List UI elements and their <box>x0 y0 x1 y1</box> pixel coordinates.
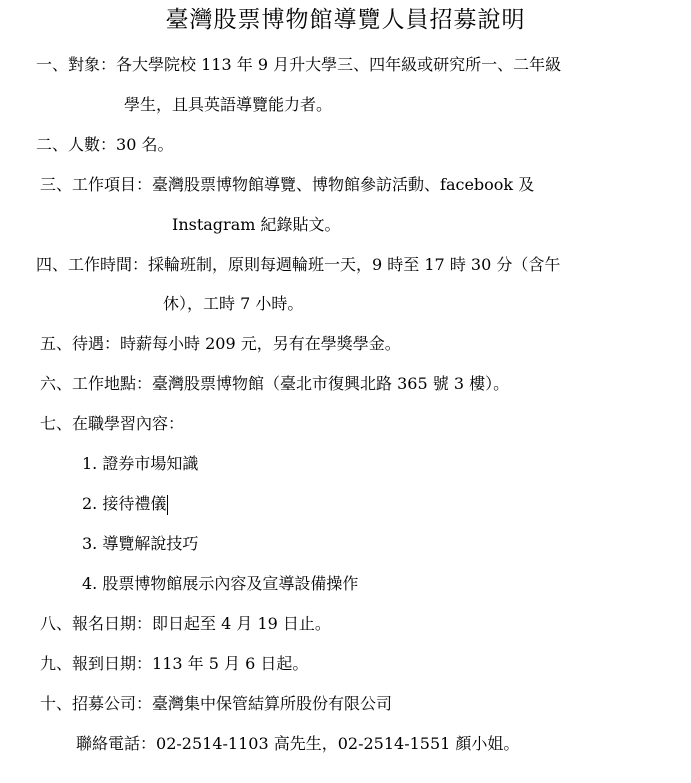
item-target-label: 一、對象： <box>36 55 117 74</box>
page-title: 臺灣股票博物館導覽人員招募說明 <box>165 7 526 33</box>
item-contact-value: 02-2514-1103 高先生，02-2514-1551 顏小姐。 <box>156 734 520 753</box>
item-hours-line1: 採輪班制，原則每週輪班一天，9 時至 17 時 30 分（含午 <box>148 255 561 274</box>
item-start-label: 九、報到日期： <box>40 654 153 673</box>
item-headcount-label: 二、人數： <box>36 135 117 154</box>
item-duties-line2: Instagram 紀錄貼文。 <box>172 215 341 234</box>
item-hours-line2: 休），工時 7 小時。 <box>163 294 304 313</box>
item-pay-label: 五、待遇： <box>40 334 121 353</box>
item-target-line1: 各大學院校 113 年 9 月升大學三、四年級或研究所一、二年級 <box>116 55 562 74</box>
item-start <box>40 653 308 675</box>
training-subitem-2: 2. 接待禮儀 <box>82 494 167 513</box>
item-pay <box>40 333 401 355</box>
item-signup-value: 即日起至 4 月 19 日止。 <box>152 614 331 633</box>
item-duties-label: 三、工作項目： <box>40 175 153 194</box>
item-company-label: 十、招募公司： <box>40 694 153 713</box>
item-hours-continued <box>163 293 303 315</box>
training-subitem-1: 1. 證券市場知識 <box>82 454 199 473</box>
item-contact <box>76 733 519 755</box>
item-contact-label: 聯絡電話： <box>76 734 157 753</box>
item-location-value: 臺灣股票博物館（臺北市復興北路 365 號 3 樓）。 <box>152 374 510 393</box>
item-target-line2: 學生，且具英語導覽能力者。 <box>124 95 333 114</box>
item-headcount <box>36 134 173 156</box>
item-training <box>40 413 184 435</box>
item-start-value: 113 年 5 月 6 日起。 <box>152 654 309 673</box>
item-signup-label: 八、報名日期： <box>40 614 153 633</box>
list-item <box>82 453 198 475</box>
item-location <box>40 373 509 395</box>
item-pay-value: 時薪每小時 209 元，另有在學獎學金。 <box>120 334 401 353</box>
item-hours-label: 四、工作時間： <box>36 255 149 274</box>
item-signup <box>40 613 331 635</box>
item-headcount-value: 30 名。 <box>116 135 174 154</box>
item-company-value: 臺灣集中保管結算所股份有限公司 <box>152 694 393 713</box>
item-duties-continued <box>172 214 341 236</box>
item-company <box>40 693 392 715</box>
item-target <box>36 54 561 76</box>
list-item <box>82 533 198 555</box>
training-subitem-3: 3. 導覽解說技巧 <box>82 534 199 553</box>
item-target-continued <box>124 94 332 116</box>
item-hours <box>36 254 560 276</box>
training-subitem-4: 4. 股票博物館展示內容及宣導設備操作 <box>82 574 359 593</box>
item-duties-line1: 臺灣股票博物館導覽、博物館參訪活動、facebook 及 <box>152 175 535 194</box>
text-cursor <box>167 495 168 515</box>
list-item <box>82 493 168 515</box>
item-duties <box>40 174 534 196</box>
item-training-label: 七、在職學習內容： <box>40 414 185 433</box>
item-location-label: 六、工作地點： <box>40 374 153 393</box>
list-item <box>82 573 358 595</box>
